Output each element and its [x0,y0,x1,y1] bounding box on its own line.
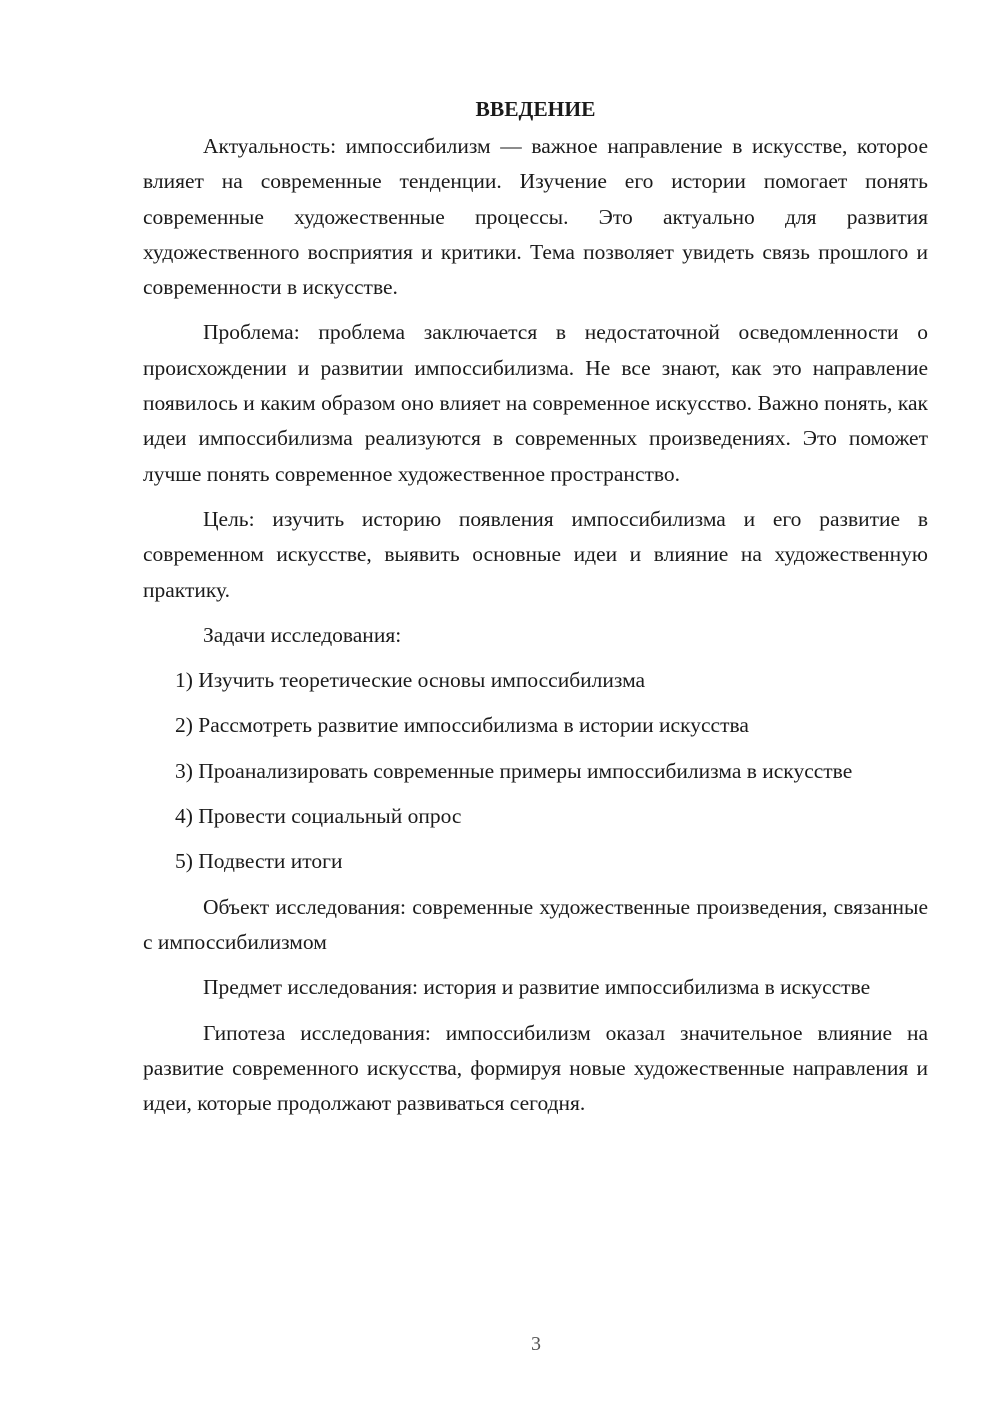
paragraph-problem: Проблема: проблема заключается в недостаточной осведомленности о происхождении и развитии импоссибилизма. Не все знают, как это направление появилось и каким образом оно влияет на современное искусство. Важно понять, как идеи импоссибилизма реализуются в современных произведениях. Это поможет лучше понять современное художественное пространство. [143,320,928,486]
document-page [143,92,928,1131]
paragraph-object: Объект исследования: современные художественные произведения, связанные с импоссибилизмом [143,894,928,954]
page-number: 3 [531,1333,541,1355]
list-item: 1) Изучить теоретические основы импоссибилизма [175,668,646,693]
paragraph-subject: Предмет исследования: история и развитие импоссибилизма в искусстве [203,975,871,1000]
paragraph-goal: Цель: изучить историю появления импоссибилизма и его развитие в современном искусстве, выявить основные идеи и влияние на художественную практику. [143,506,928,602]
list-item: 3) Проанализировать современные примеры импоссибилизма в искусстве [175,758,853,783]
tasks-heading: Задачи исследования: [203,622,402,647]
list-item: 2) Рассмотреть развитие импоссибилизма в истории искусства [175,713,749,738]
paragraph-hypothesis: Гипотеза исследования: импоссибилизм оказал значительное влияние на развитие современного искусства, формируя новые художественные направления и идеи, которые продолжают развиваться сегодня. [143,1020,928,1116]
document-title: ВВЕДЕНИЕ [475,97,596,121]
list-item: 4) Провести социальный опрос [175,804,462,829]
paragraph-relevance: Актуальность: импоссибилизм — важное направление в искусстве, которое влияет на современные тенденции. Изучение его истории помогает понять современные художественные процессы. Это актуально для развития художественного восприятия и критики. Тема позволяет увидеть связь прошлого и современности в искусстве. [143,134,928,300]
list-item: 5) Подвести итоги [175,849,343,874]
